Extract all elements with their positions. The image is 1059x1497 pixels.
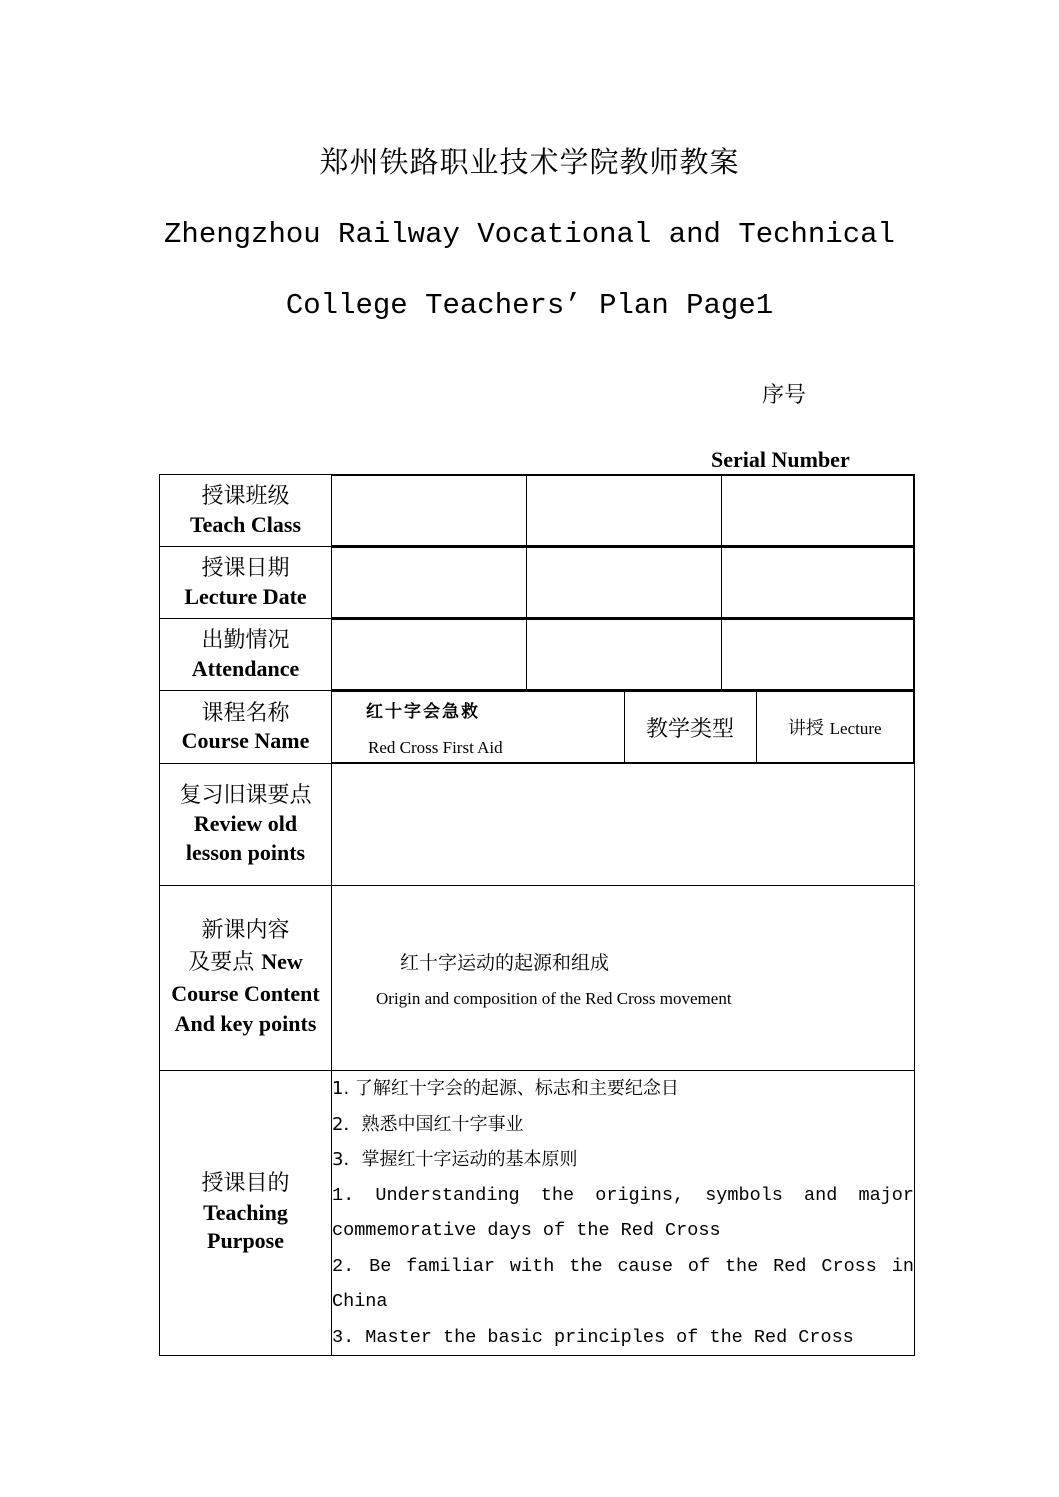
teach-class-values <box>332 475 915 547</box>
page-title-en-line2: College Teachers’ Plan Page1 <box>285 289 774 322</box>
row-teach-class <box>160 475 915 547</box>
teaching-type-label: 教学类型 <box>624 692 756 763</box>
cell-empty <box>721 476 914 546</box>
label-review: 复习旧课要点 Review old lesson points <box>160 764 332 886</box>
cell-empty <box>526 476 721 546</box>
label-lecture-date: 授课日期 Lecture Date <box>160 547 332 619</box>
row-new-content <box>160 886 915 1071</box>
cell-empty <box>721 620 914 690</box>
purpose-item-en-2: 2. Be familiar with the cause of the Red Cross in China <box>332 1255 914 1312</box>
row-review <box>160 764 915 886</box>
review-value <box>332 764 915 886</box>
purpose-item-cn-1: 1. 了解红十字会的起源、标志和主要纪念日 <box>332 1078 679 1099</box>
serial-label-cn: 序号 <box>762 383 807 408</box>
teaching-type-value: 讲授 Lecture <box>756 692 914 763</box>
course-name-value: 红十字会急救 Red Cross First Aid <box>332 692 624 763</box>
cell-empty <box>721 548 914 618</box>
row-lecture-date <box>160 547 915 619</box>
page-title-cn: 郑州铁路职业技术学院教师教案 <box>319 145 740 179</box>
purpose-item-en-1: 1. Understanding the origins, symbols and major commemorative days of the Red Cross <box>332 1184 914 1241</box>
purpose-item-cn-2: 2．熟悉中国红十字事业 <box>332 1113 524 1135</box>
cell-empty <box>332 620 526 690</box>
new-content-value: 红十字运动的起源和组成 Origin and composition of the Red Cross movement <box>332 886 915 1071</box>
page-title-en-line1: Zhengzhou Railway Vocational and Technical <box>164 218 895 251</box>
cell-empty <box>526 548 721 618</box>
label-course-name: 课程名称 Course Name <box>160 691 332 764</box>
label-new-content: 新课内容 及要点 New Course Content And key points <box>160 886 332 1071</box>
serial-label-en: Serial Number <box>711 447 850 472</box>
attendance-values <box>332 619 915 691</box>
lesson-plan-table <box>159 474 915 1356</box>
cell-empty <box>526 620 721 690</box>
label-attendance: 出勤情况 Attendance <box>160 619 332 691</box>
cell-empty <box>332 548 526 618</box>
label-teach-class: 授课班级 Teach Class <box>160 475 332 547</box>
cell-empty <box>332 476 526 546</box>
row-purpose <box>160 1071 915 1356</box>
course-name-values <box>332 691 915 764</box>
row-attendance <box>160 619 915 691</box>
purpose-item-en-3: 3. Master the basic principles of the Red Cross <box>332 1326 854 1348</box>
purpose-item-cn-3: 3．掌握红十字运动的基本原则 <box>332 1149 578 1170</box>
lecture-date-values <box>332 547 915 619</box>
label-purpose: 授课目的 Teaching Purpose <box>160 1071 332 1356</box>
purpose-value <box>332 1071 915 1356</box>
row-course-name <box>160 691 915 764</box>
